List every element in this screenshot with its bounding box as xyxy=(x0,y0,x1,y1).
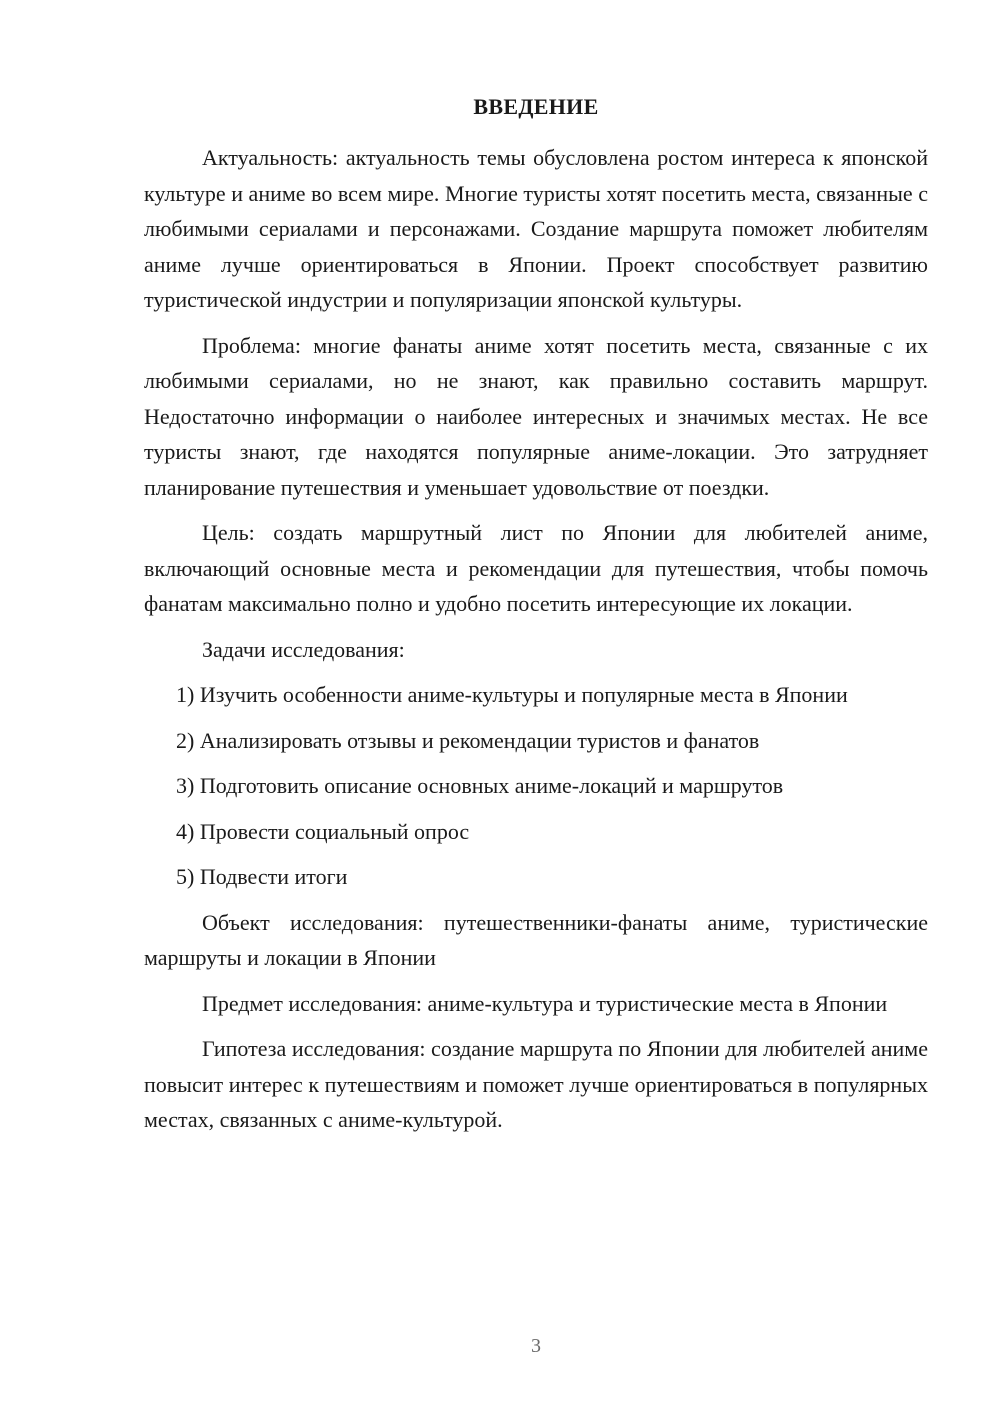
task-item: 5) Подвести итоги xyxy=(176,864,348,889)
page-number: 3 xyxy=(531,1335,541,1357)
task-item: 1) Изучить особенности аниме-культуры и популярные места в Японии xyxy=(176,682,848,707)
hypothesis-paragraph: Гипотеза исследования: создание маршрута по Японии для любителей аниме повысит интерес к путешествиям и поможет лучше ориентироваться в популярных местах, связанных с аниме-культурой. xyxy=(144,1036,928,1132)
task-item: 2) Анализировать отзывы и рекомендации туристов и фанатов xyxy=(176,727,760,753)
tasks-heading: Задачи исследования: xyxy=(202,636,405,662)
goal-paragraph: Цель: создать маршрутный лист по Японии для любителей аниме, включающий основные места и рекомендации для путешествия, чтобы помочь фанатам максимально полно и удобно посетить интересующие их локации. xyxy=(144,520,928,616)
problem-paragraph: Проблема: многие фанаты аниме хотят посетить места, связанные с их любимыми сериалами, но не знают, как правильно составить маршрут. Недостаточно информации о наиболее интересных и значимых местах. Не все туристы знают, где находятся популярные аниме-локации. Это затрудняет планирование путешествия и уменьшает удовольствие от поездки. xyxy=(144,332,928,500)
task-item: 3) Подготовить описание основных аниме-локаций и маршрутов xyxy=(176,773,784,798)
relevance-paragraph: Актуальность: актуальность темы обусловлена ростом интереса к японской культуре и аниме во всем мире. Многие туристы хотят посетить места, связанные с любимыми сериалами и персонажами. Создание маршрута поможет любителям аниме лучше ориентироваться в Японии. Проект способствует развитию туристической индустрии и популяризации японской культуры. xyxy=(144,145,928,312)
section-title: ВВЕДЕНИЕ xyxy=(473,94,599,119)
subject-paragraph: Предмет исследования: аниме-культура и туристические места в Японии xyxy=(202,990,888,1016)
document-body xyxy=(144,140,928,1148)
task-item: 4) Провести социальный опрос xyxy=(176,818,470,844)
object-paragraph: Объект исследования: путешественники-фанаты аниме, туристические маршруты и локации в Японии xyxy=(144,909,928,970)
